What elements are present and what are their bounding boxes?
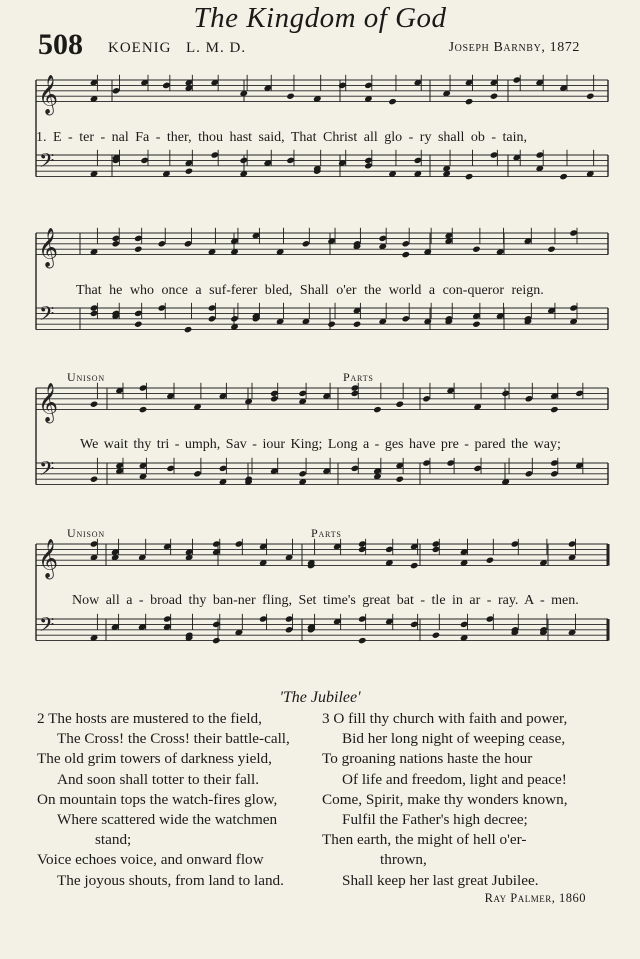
lyric-line-4: Now all a - broad thy ban-ner fling, Set time's great bat - tle in ar - ray. A - men. — [72, 593, 579, 608]
stanza-line: Come, Spirit, make thy wonders known, — [322, 790, 568, 808]
stanza-line: The Cross! the Cross! their battle-call, — [57, 730, 290, 748]
hymn-subtitle: 'The Jubilee' — [279, 689, 361, 706]
bass-clef-icon: 𝄢 — [39, 149, 55, 178]
lyric-line-3: We wait thy tri - umph, Sav - iour King; Long a - ges have pre - pared the way; — [80, 437, 561, 452]
bass-clef-icon: 𝄢 — [39, 613, 55, 642]
lyric-line-1: 1. E - ter - nal Fa - ther, thou hast said, That Christ all glo - ry shall ob - tain, — [36, 130, 528, 145]
stanza-3 — [322, 709, 614, 891]
hymn-number: 508 — [38, 28, 83, 61]
stanza-line: Shall keep her last great Jubilee. — [342, 871, 539, 889]
page-title: The Kingdom of God — [193, 2, 447, 34]
treble-staff — [36, 233, 608, 255]
treble-clef-icon: 𝄞 — [38, 227, 59, 268]
bass-clef-icon: 𝄢 — [39, 302, 55, 331]
treble-staff — [36, 544, 608, 566]
stanza-line: And soon shall totter to their fall. — [57, 770, 260, 788]
stanza-line: Of life and freedom, light and peace! — [342, 770, 567, 788]
stanza-line: 2 The hosts are mustered to the field, — [37, 710, 262, 727]
stanza-line: Then earth, the might of hell o'er- — [322, 831, 527, 849]
bass-staff — [36, 619, 608, 641]
stanza-line: Where scattered wide the watchmen — [57, 811, 278, 829]
composer: Joseph Barnby, 1872 — [448, 40, 580, 55]
lyric-line-2: That he who once a suf-ferer bled, Shall o'er the world a con-queror reign. — [76, 283, 544, 298]
treble-clef-icon: 𝄞 — [38, 538, 59, 579]
bass-staff — [36, 308, 608, 330]
stanza-line: The old grim towers of darkness yield, — [37, 750, 272, 768]
bass-clef-icon: 𝄢 — [39, 457, 55, 486]
unison-marker-1: Unison — [67, 370, 105, 384]
stanza-line: Fulfil the Father's high decree; — [342, 811, 528, 829]
stanza-line: thrown, — [380, 851, 427, 869]
stanza-line: The joyous shouts, from land to land. — [57, 871, 284, 889]
meter: L. M. D. — [186, 40, 247, 56]
stanza-line: 3 O fill thy church with faith and power, — [322, 710, 568, 727]
treble-clef-icon: 𝄞 — [38, 74, 59, 115]
stanza-line: To groaning nations haste the hour — [322, 750, 533, 768]
author: Ray Palmer, 1860 — [484, 891, 586, 905]
parts-marker-2: Parts — [311, 526, 342, 540]
tune-name: KOENIG — [108, 40, 172, 56]
parts-marker-1: Parts — [343, 370, 374, 384]
stanza-line: stand; — [95, 831, 132, 849]
bass-staff — [36, 155, 608, 177]
stanza-line: Bid her long night of weeping cease, — [342, 730, 566, 748]
treble-staff — [36, 80, 608, 102]
stanza-2 — [37, 709, 322, 891]
stanza-line: On mountain tops the watch-fires glow, — [37, 790, 278, 808]
treble-clef-icon: 𝄞 — [38, 382, 59, 423]
stanza-line: Voice echoes voice, and onward flow — [37, 851, 264, 869]
unison-marker-2: Unison — [67, 526, 105, 540]
